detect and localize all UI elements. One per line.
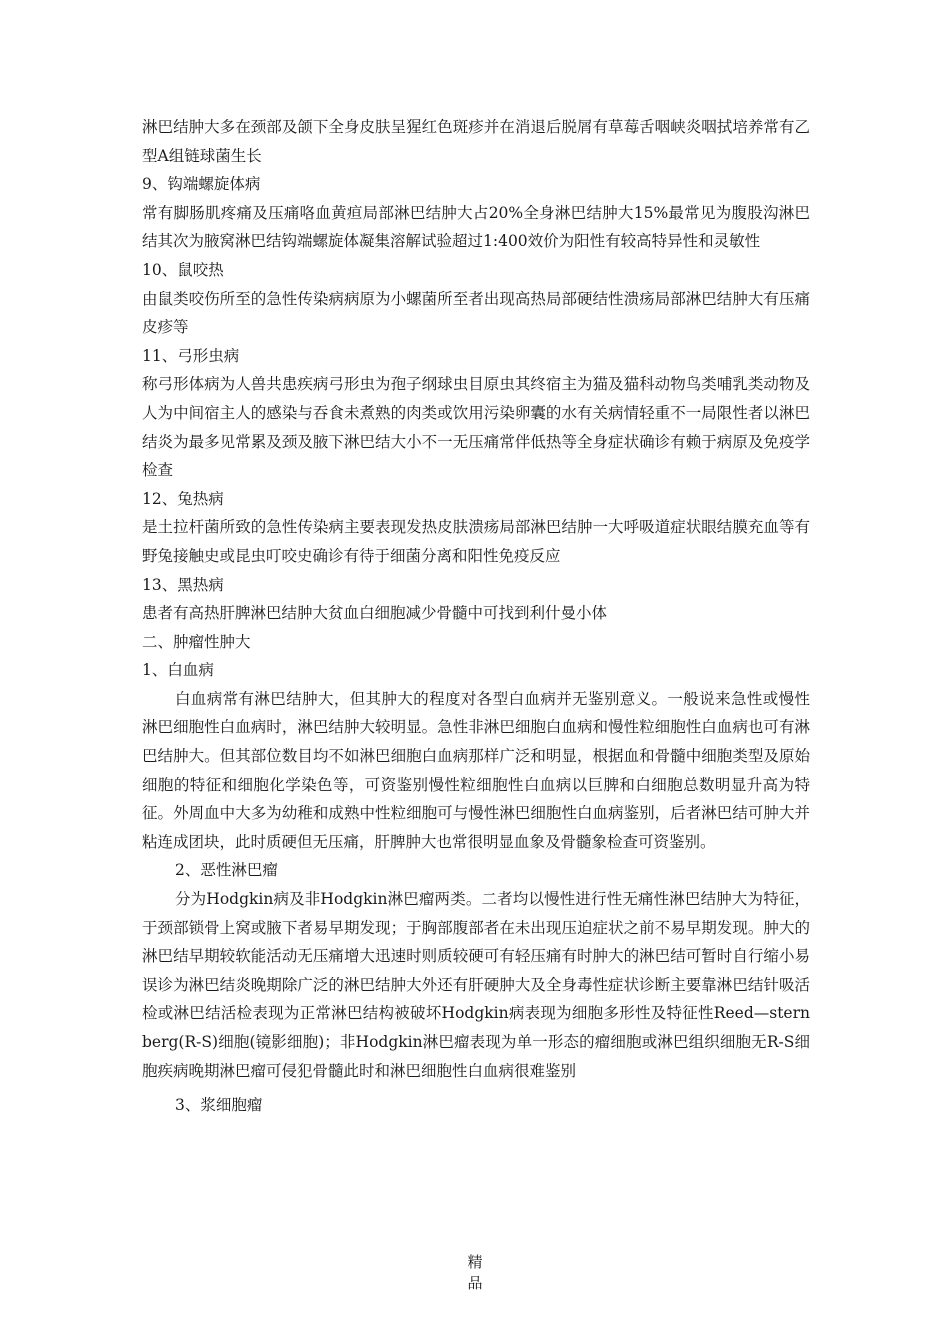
paragraph-toxoplasmosis: 称弓形体病为人兽共患疾病弓形虫为孢子纲球虫目原虫其终宿主为猫及猫科动物鸟类哺乳类动物及人为中间宿主人的感染与吞食未煮熟的肉类或饮用污染卵囊的水有关病情轻重不一局限性者以淋巴结炎为最多见常累及颈及腋下淋巴结大小不一无压痛常伴低热等全身症状确诊有赖于病原及免疫学检查 bbox=[142, 375, 810, 480]
paragraph-rat-bite-fever: 由鼠类咬伤所至的急性传染病病原为小螺菌所至者出现高热局部硬结性溃疡局部淋巴结肿大有压痛皮疹等 bbox=[142, 289, 810, 337]
paragraph-leukemia: 白血病常有淋巴结肿大，但其肿大的程度对各型白血病并无鉴别意义。一般说来急性或慢性淋巴细胞性白血病时，淋巴结肿大较明显。急性非淋巴细胞白血病和慢性粒细胞性白血病也可有淋巴结肿大。但其部位数目均不如淋巴细胞白血病那样广泛和明显，根据血和骨髓中细胞类型及原始细胞的特征和细胞化学染色等，可资鉴别慢性粒细胞性白血病以巨脾和白细胞总数明显升高为特征。外周血中大多为幼稚和成熟中性粒细胞可与慢性淋巴细胞性白血病鉴别，后者淋巴结可肿大并粘连成团块，此时质硬但无压痛，肝脾肿大也常很明显血象及骨髓象检查可资鉴别。 bbox=[142, 689, 810, 851]
heading-leukemia: 1、白血病 bbox=[142, 661, 214, 680]
heading-leptospirosis: 9、钩端螺旋体病 bbox=[142, 175, 261, 194]
page-footer: 精品 bbox=[467, 1253, 483, 1292]
document-body bbox=[142, 113, 810, 1120]
paragraph-kala-azar: 患者有高热肝脾淋巴结肿大贫血白细胞减少骨髓中可找到利什曼小体 bbox=[142, 604, 608, 623]
heading-kala-azar: 13、黑热病 bbox=[142, 575, 224, 594]
heading-rat-bite-fever: 10、鼠咬热 bbox=[142, 260, 224, 279]
paragraph-lymphoma: 分为Hodgkin病及非Hodgkin淋巴瘤两类。二者均以慢性进行性无痛性淋巴结肿大为特征，于颈部锁骨上窝或腋下者易早期发现；于胸部腹部者在未出现压迫症状之前不易早期发现。肿大的淋巴结早期较软能活动无压痛增大迅速时则质较硬可有轻压痛有时肿大的淋巴结可暂时自行缩小易误诊为淋巴结炎晚期除广泛的淋巴结肿大外还有肝硬肿大及全身毒性症状诊断主要靠淋巴结针吸活检或淋巴结活检表现为正常淋巴结构被破坏Hodgkin病表现为细胞多形性及特征性Reed—sternberg(R-S)细胞(镜影细胞)；非Hodgkin淋巴瘤表现为单一形态的瘤细胞或淋巴组织细胞无R-S细胞疾病晚期淋巴瘤可侵犯骨髓此时和淋巴细胞性白血病很难鉴别 bbox=[142, 890, 810, 1080]
heading-tularemia: 12、兔热病 bbox=[142, 489, 224, 508]
section-heading-tumor: 二、肿瘤性肿大 bbox=[142, 632, 251, 651]
heading-plasmacytoma: 3、浆细胞瘤 bbox=[175, 1096, 263, 1115]
heading-toxoplasmosis: 11、弓形虫病 bbox=[142, 346, 240, 365]
paragraph-leptospirosis: 常有脚肠肌疼痛及压痛咯血黄疸局部淋巴结肿大占20%全身淋巴结肿大15%最常见为腹股沟淋巴结其次为腋窝淋巴结钩端螺旋体凝集溶解试验超过1:400效价为阳性有较高特异性和灵敏性 bbox=[142, 203, 810, 251]
heading-lymphoma: 2、恶性淋巴瘤 bbox=[175, 861, 278, 880]
paragraph-tularemia: 是土拉杆菌所致的急性传染病主要表现发热皮肤溃疡局部淋巴结肿一大呼吸道症状眼结膜充血等有野兔接触史或昆虫叮咬史确诊有待于细菌分离和阳性免疫反应 bbox=[142, 518, 810, 565]
paragraph-scarlet-fever: 淋巴结肿大多在颈部及颌下全身皮肤呈猩红色斑疹并在消退后脱屑有草莓舌咽峡炎咽拭培养常有乙型A组链球菌生长 bbox=[142, 118, 810, 165]
